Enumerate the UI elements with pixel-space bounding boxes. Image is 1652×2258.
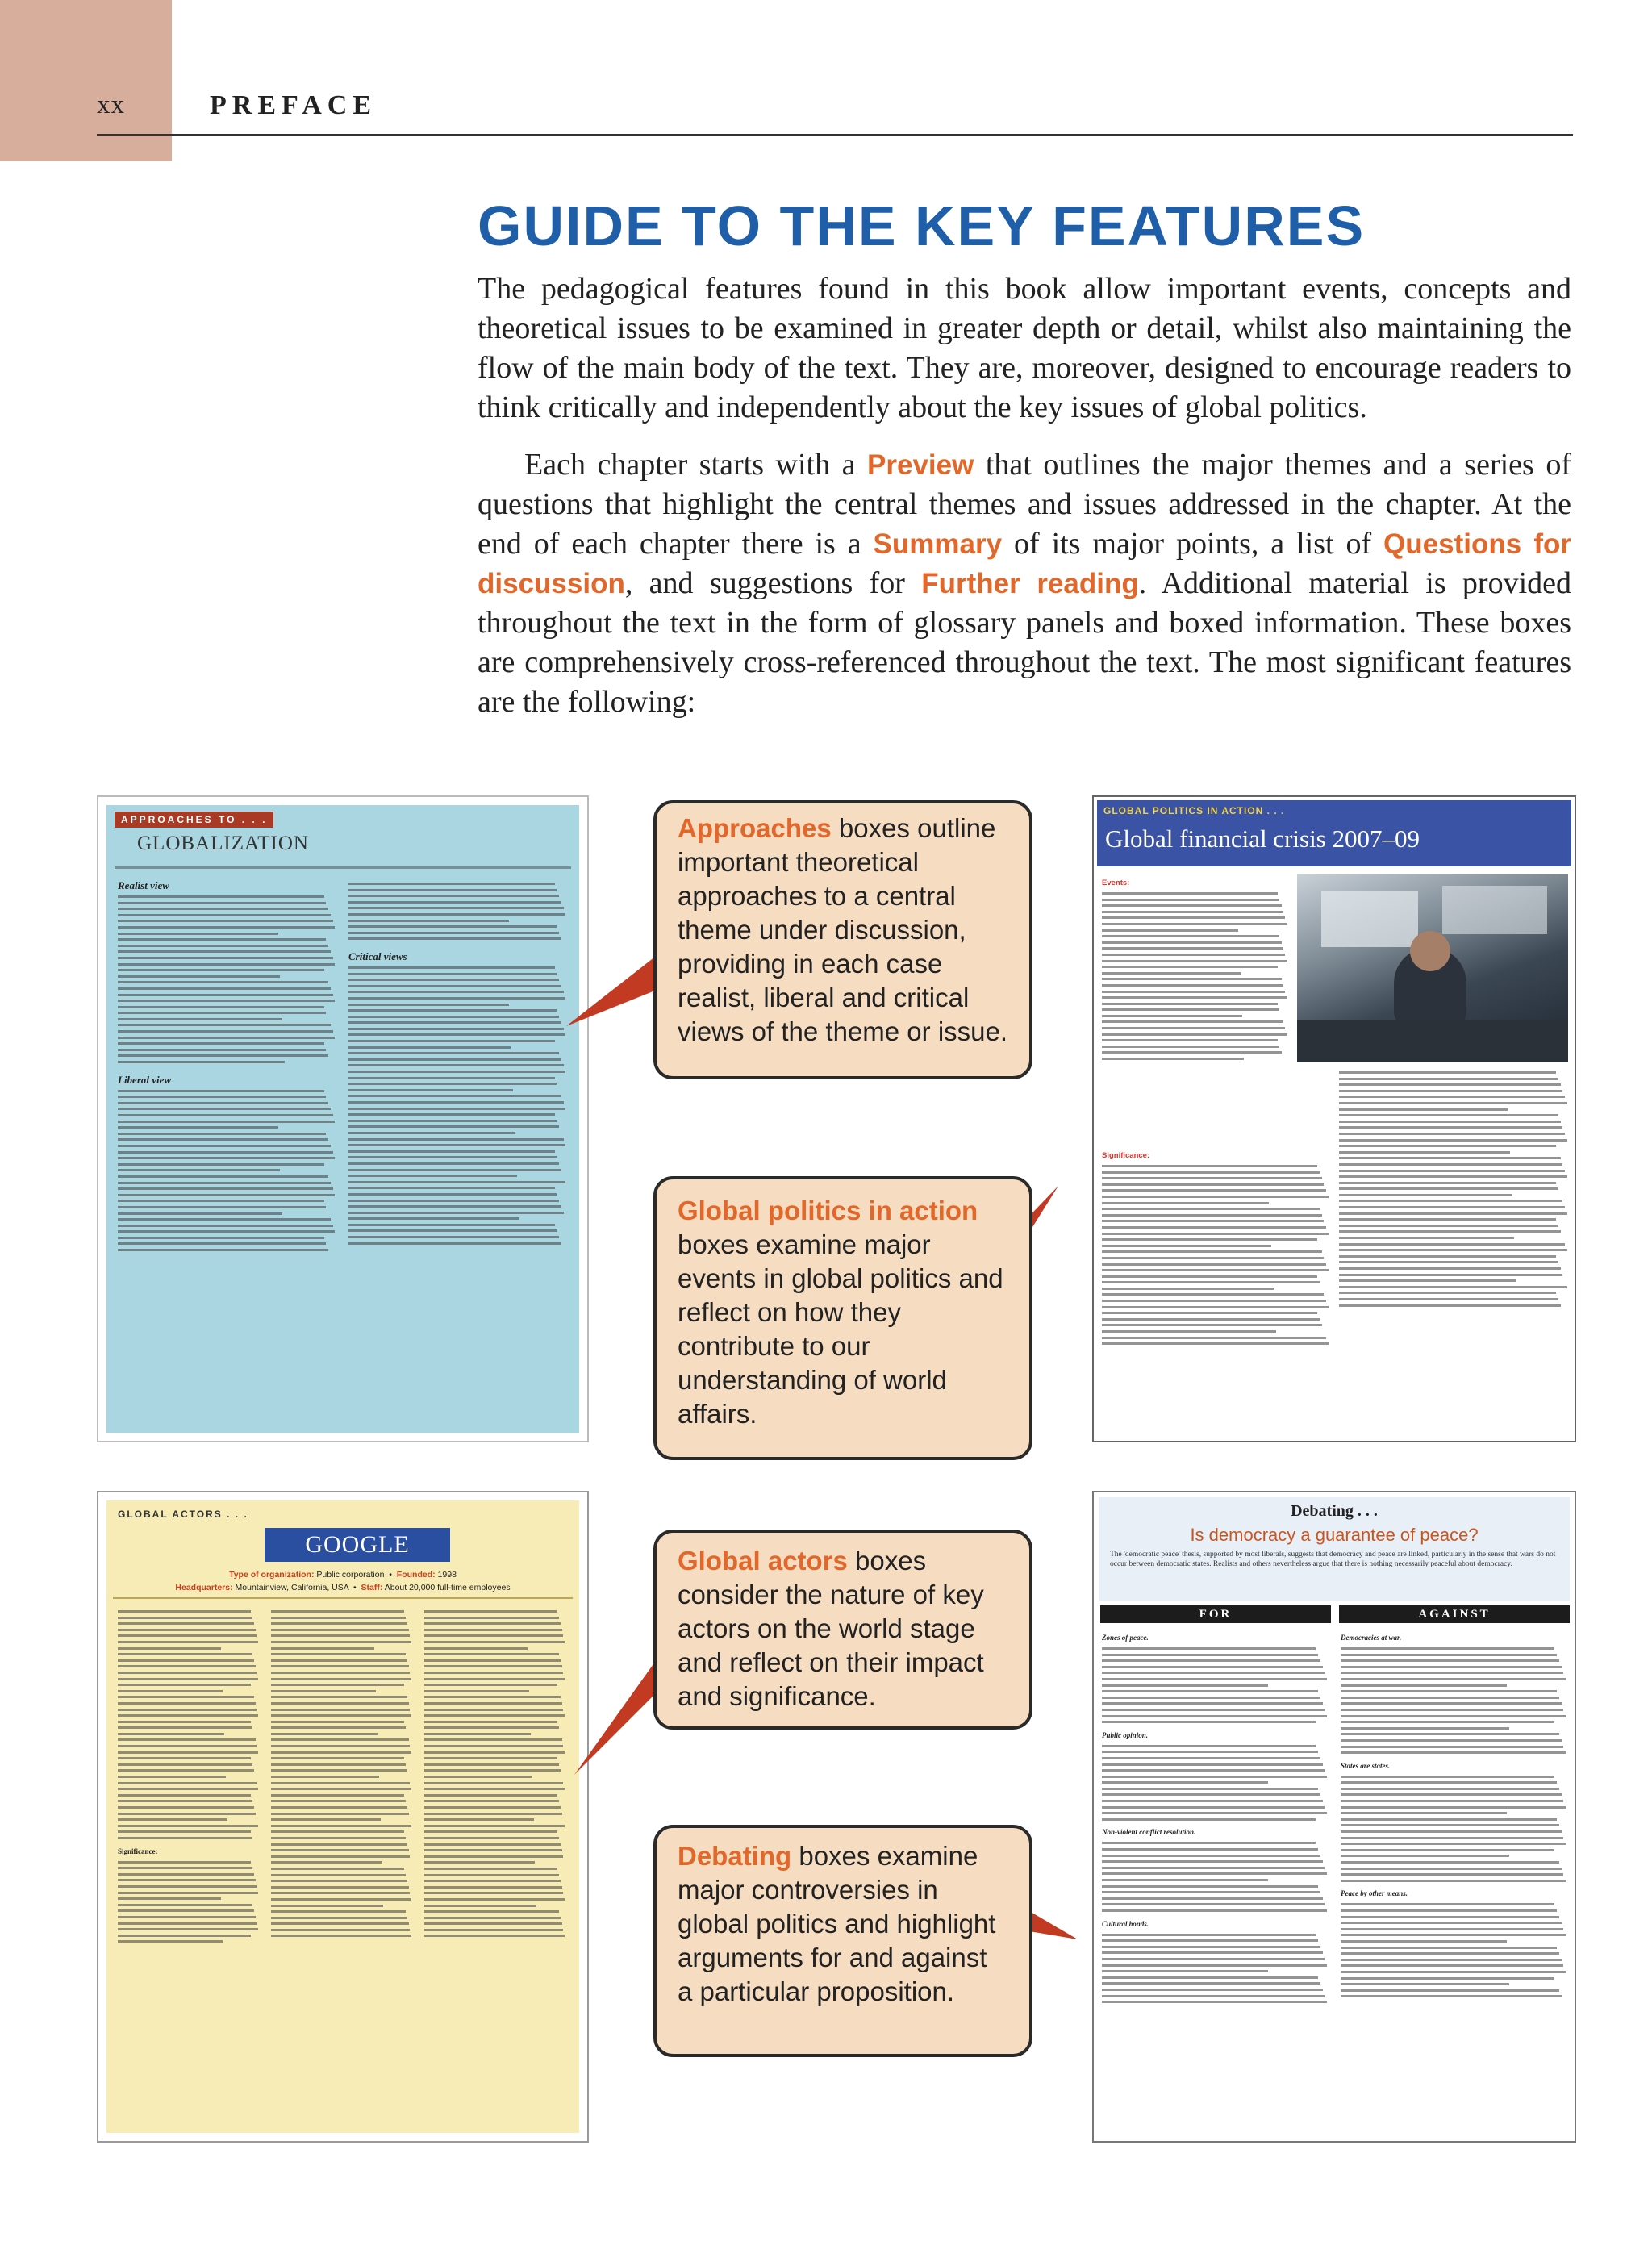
approaches-label: APPROACHES TO . . . xyxy=(115,812,273,828)
running-title: PREFACE xyxy=(210,90,378,120)
for-head-4: Cultural bonds. xyxy=(1102,1919,1149,1928)
keyword-preview: Preview xyxy=(867,449,974,481)
callout-debating-keyword: Debating xyxy=(678,1841,792,1871)
page-number: xx xyxy=(97,90,125,119)
callout-approaches-keyword: Approaches xyxy=(678,813,832,843)
callout-gpa: Global politics in action boxes examine major events in global politics and reflect on how they contribute to our understanding of world affairs. xyxy=(653,1176,1032,1460)
against-header: AGAINST xyxy=(1339,1605,1570,1623)
against-head-1: Democracies at war. xyxy=(1341,1634,1402,1642)
gpa-title: Global financial crisis 2007–09 xyxy=(1105,824,1420,853)
significance-label: Significance: xyxy=(1102,1151,1150,1160)
approaches-title: GLOBALIZATION xyxy=(137,833,309,854)
actors-name: GOOGLE xyxy=(265,1528,450,1562)
callout-actors-keyword: Global actors xyxy=(678,1546,848,1576)
for-head-3: Non-violent conflict resolution. xyxy=(1102,1828,1196,1837)
critical-views-heading: Critical views xyxy=(348,950,407,962)
callout-actors: Global actors boxes consider the nature of key actors on the world stage and reflect on their impact and significance. xyxy=(653,1530,1032,1730)
keyword-summary: Summary xyxy=(873,528,1003,560)
debating-label: Debating . . . xyxy=(1291,1502,1378,1520)
callout-debating: Debating boxes examine major controversies in global politics and highlight arguments for and against a particular proposition. xyxy=(653,1825,1032,2057)
events-label: Events: xyxy=(1102,879,1130,887)
intro-paragraph-1: The pedagogical features found in this book allow important events, concepts and theoretical issues to be examined in greater depth or detail, whilst also maintaining the flow of the main body of the text. They are, moreover, designed to encourage readers to think critically and independently about the key issues of global politics. xyxy=(478,272,1571,424)
for-head-2: Public opinion. xyxy=(1102,1730,1149,1739)
actors-meta-2: Headquarters: Mountainview, California, USA • Staff: About 20,000 full-time employees xyxy=(175,1583,511,1592)
against-head-3: Peace by other means. xyxy=(1341,1889,1408,1898)
pointer-actors xyxy=(574,1662,655,1775)
actors-meta-1: Type of organization: Public corporation • Founded: 1998 xyxy=(229,1570,457,1580)
against-head-2: States are states. xyxy=(1341,1761,1391,1770)
liberal-view-heading: Liberal view xyxy=(118,1073,172,1086)
pointer-approaches xyxy=(566,957,655,1026)
intro-paragraph-2: Each chapter starts with a Preview that outlines the major themes and a series of questions that highlight the central themes and issues addressed in the chapter. At the end of each chapter there is a Summary of its major points, a list of Questions for discussion, and suggestions for Further reading. Additional material is provided throughout the text in the form of glossary panels and boxed information. These boxes are comprehensively cross-referenced throughout the text. The most significant features are the following: xyxy=(478,448,1571,719)
for-head-1: Zones of peace. xyxy=(1102,1634,1149,1642)
callout-approaches: Approaches boxes outline important theoretical approaches to a central theme under discussion, providing in each case realist, liberal and critical views of the theme or issue. xyxy=(653,800,1032,1079)
debating-lead: The 'democratic peace' thesis, supported by most liberals, suggests that democracy and peace are linked, particularly in the sense that wars do not occur between democratic states. Realists and others nevertheless argue that there is nothing necessarily peaceful about democracy. xyxy=(1110,1551,1556,1568)
debating-question: Is democracy a guarantee of peace? xyxy=(1190,1525,1479,1545)
keyword-questions: Questions for discussion xyxy=(478,528,1571,599)
page-title: GUIDE TO THE KEY FEATURES xyxy=(478,194,1366,257)
for-header: FOR xyxy=(1100,1605,1331,1623)
actors-label: GLOBAL ACTORS . . . xyxy=(118,1509,248,1520)
actors-significance-label: Significance: xyxy=(118,1847,158,1855)
gpa-label: GLOBAL POLITICS IN ACTION . . . xyxy=(1103,805,1285,816)
realist-view-heading: Realist view xyxy=(118,879,169,891)
callout-gpa-keyword: Global politics in action xyxy=(678,1196,978,1225)
keyword-further-reading: Further reading xyxy=(921,568,1139,599)
